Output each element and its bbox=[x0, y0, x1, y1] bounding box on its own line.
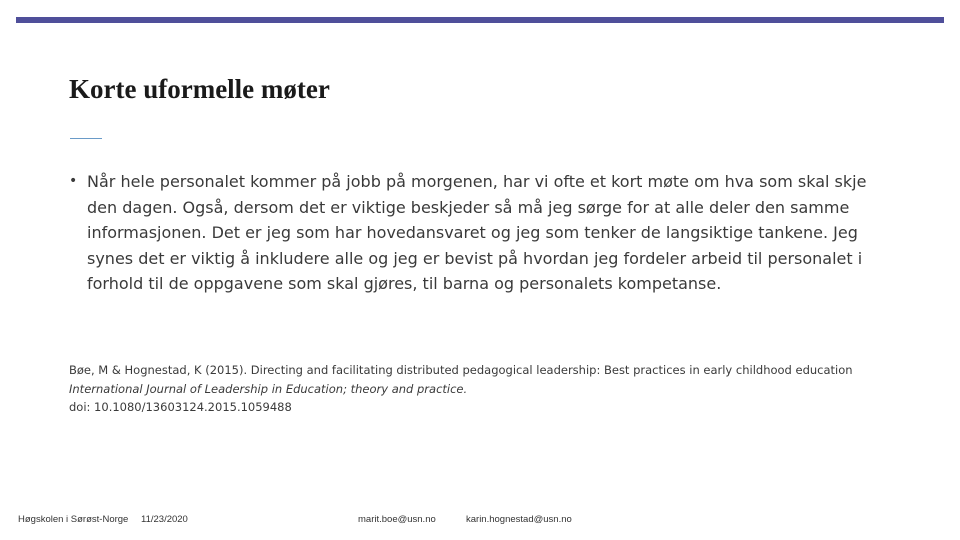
top-accent-bar bbox=[16, 17, 944, 23]
title-underline bbox=[70, 138, 102, 139]
reference-journal: International Journal of Leadership in Education; theory and practice. bbox=[69, 381, 468, 396]
slide-title: Korte uformelle møter bbox=[69, 74, 330, 104]
reference-doi: doi: 10.1080/13603124.2015.1059488 bbox=[69, 400, 292, 414]
footer-email-marit[interactable]: marit.boe@usn.no bbox=[358, 514, 436, 525]
bullet-icon: • bbox=[69, 173, 78, 189]
footer-email-karin[interactable]: karin.hognestad@usn.no bbox=[466, 514, 572, 525]
bullet-item bbox=[69, 169, 899, 297]
reference-block bbox=[69, 361, 929, 417]
footer-institution: Høgskolen i Sørøst-Norge bbox=[18, 514, 129, 525]
footer-date: 11/23/2020 bbox=[141, 514, 188, 525]
reference-citation: Bøe, M & Hognestad, K (2015). Directing and facilitating distributed pedagogical leadership: Best practices in early childhood education bbox=[69, 363, 853, 377]
body-content bbox=[69, 169, 899, 297]
bullet-text: Når hele personalet kommer på jobb på morgenen, har vi ofte et kort møte om hva som skal skje den dagen. Også, dersom det er viktige beskjeder så må jeg sørge for at alle deler den samme informasjonen. Det er jeg som har hovedansvaret og jeg som tenker de langsiktige tankene. Jeg synes det er viktig å inkludere alle og jeg er bevist på hvordan jeg fordeler arbeid til personalet i forhold til de oppgavene som skal gjøres, til barna og personalets kompetanse. bbox=[87, 172, 867, 293]
